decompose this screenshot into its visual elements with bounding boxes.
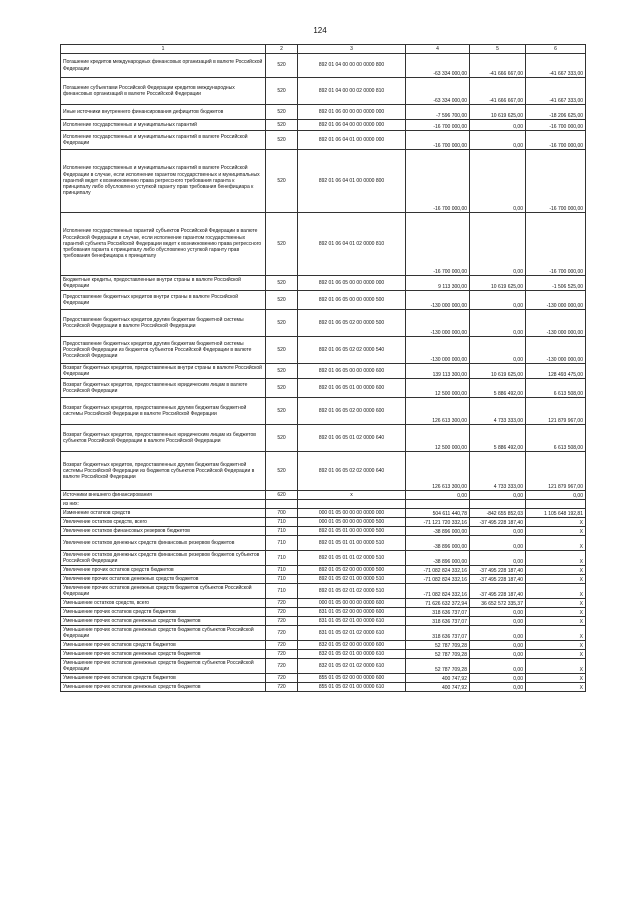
row-amount-executed: 0,00 [470, 131, 526, 150]
row-code: 520 [266, 213, 298, 276]
row-amount-approved: 318 636 737,07 [406, 626, 470, 641]
row-code: 710 [266, 527, 298, 536]
budget-sources-table [60, 44, 586, 692]
row-kbk: 831 01 05 02 01 02 0000 610 [298, 626, 406, 641]
column-header: 5 [470, 45, 526, 54]
row-name: Увеличение остатков денежных средств финансовых резервов бюджетов [61, 536, 266, 551]
row-code: 520 [266, 120, 298, 131]
table-row [61, 291, 586, 310]
row-name: Увеличение прочих остатков денежных средств бюджетов [61, 575, 266, 584]
table-row [61, 626, 586, 641]
row-amount-remaining: -16 700 000,00 [526, 131, 586, 150]
table-row [61, 536, 586, 551]
row-name: Уменьшение прочих остатков средств бюджетов [61, 608, 266, 617]
row-amount-remaining: X [526, 599, 586, 608]
row-amount-executed: 36 652 572 335,37 [470, 599, 526, 608]
row-amount-executed: 0,00 [470, 527, 526, 536]
row-amount-executed: 10 619 625,00 [470, 364, 526, 379]
row-amount-approved: -71 082 824 332,16 [406, 566, 470, 575]
row-kbk: 855 01 05 02 01 00 0000 610 [298, 683, 406, 692]
row-amount-executed: 0,00 [470, 683, 526, 692]
row-code: 520 [266, 105, 298, 120]
row-code: 620 [266, 491, 298, 500]
row-kbk: 892 01 06 04 00 00 0000 000 [298, 120, 406, 131]
row-code: 520 [266, 78, 298, 105]
row-amount-approved: 12 500 000,00 [406, 379, 470, 398]
table-row [61, 276, 586, 291]
row-amount-remaining: -18 206 625,00 [526, 105, 586, 120]
row-code: 720 [266, 599, 298, 608]
row-kbk: 892 01 04 00 00 00 0000 800 [298, 54, 406, 78]
column-header: 3 [298, 45, 406, 54]
row-amount-remaining: -130 000 000,00 [526, 291, 586, 310]
row-code: 710 [266, 518, 298, 527]
row-amount-remaining: -16 700 000,00 [526, 120, 586, 131]
row-amount-approved: 504 611 440,78 [406, 509, 470, 518]
table-row [61, 599, 586, 608]
row-amount-executed: 4 733 333,00 [470, 452, 526, 491]
row-code: 710 [266, 536, 298, 551]
row-name: Иные источники внутреннего финансирования дефицитов бюджетов [61, 105, 266, 120]
column-header: 2 [266, 45, 298, 54]
row-amount-executed: 5 886 492,00 [470, 379, 526, 398]
row-kbk: 855 01 05 02 00 00 0000 600 [298, 674, 406, 683]
row-amount-approved: -130 000 000,00 [406, 310, 470, 337]
row-kbk: 892 01 06 00 00 00 0000 000 [298, 105, 406, 120]
row-amount-approved: 52 787 709,28 [406, 650, 470, 659]
row-kbk: 831 01 05 02 00 00 0000 600 [298, 608, 406, 617]
row-kbk: 892 01 05 01 00 00 0000 500 [298, 527, 406, 536]
row-amount-approved: -16 700 000,00 [406, 213, 470, 276]
row-amount-remaining: X [526, 641, 586, 650]
row-code: 720 [266, 626, 298, 641]
row-code: 710 [266, 584, 298, 599]
table-row [61, 659, 586, 674]
row-amount-approved: 0,00 [406, 491, 470, 500]
row-amount-remaining: 128 493 475,00 [526, 364, 586, 379]
table-row [61, 452, 586, 491]
row-kbk: 000 01 05 00 00 00 0000 500 [298, 518, 406, 527]
row-amount-approved: -16 700 000,00 [406, 120, 470, 131]
row-amount-executed: 0,00 [470, 608, 526, 617]
table-row [61, 608, 586, 617]
row-kbk: 892 01 06 05 02 00 0000 600 [298, 398, 406, 425]
row-name: Уменьшение прочих остатков денежных средств бюджетов [61, 683, 266, 692]
row-name: Уменьшение прочих остатков денежных средств бюджетов субъектов Российской Федерации [61, 626, 266, 641]
row-name: Бюджетные кредиты, предоставленные внутри страны в валюте Российской Федерации [61, 276, 266, 291]
row-amount-remaining: 0,00 [526, 491, 586, 500]
table-row [61, 213, 586, 276]
row-amount-approved: 126 613 300,00 [406, 398, 470, 425]
row-amount-remaining: X [526, 608, 586, 617]
row-name: Изменение остатков средств [61, 509, 266, 518]
row-amount-executed: 0,00 [470, 491, 526, 500]
row-kbk: 892 01 05 01 01 00 0000 510 [298, 536, 406, 551]
table-row [61, 575, 586, 584]
row-amount-approved: 318 636 737,07 [406, 608, 470, 617]
table-row [61, 491, 586, 500]
table-row [61, 379, 586, 398]
row-kbk: 892 01 06 04 01 02 0000 810 [298, 213, 406, 276]
row-amount-remaining: X [526, 659, 586, 674]
row-amount-remaining: -41 667 333,00 [526, 78, 586, 105]
row-amount-approved: -71 082 824 332,16 [406, 575, 470, 584]
row-amount-remaining: -16 700 000,00 [526, 213, 586, 276]
row-amount-approved: 139 113 300,00 [406, 364, 470, 379]
row-amount-remaining: -1 506 525,00 [526, 276, 586, 291]
row-amount-remaining: -130 000 000,00 [526, 310, 586, 337]
row-name: Увеличение остатков финансовых резервов бюджетов [61, 527, 266, 536]
table-row [61, 650, 586, 659]
row-amount-executed: 0,00 [470, 659, 526, 674]
row-amount-remaining: X [526, 617, 586, 626]
row-code: 720 [266, 674, 298, 683]
row-amount-executed: 10 619 625,00 [470, 105, 526, 120]
row-code: 720 [266, 608, 298, 617]
row-name: Уменьшение прочих остатков средств бюджетов [61, 674, 266, 683]
row-amount-remaining: -130 000 000,00 [526, 337, 586, 364]
row-amount-executed: -37 495 228 187,40 [470, 584, 526, 599]
row-code: 720 [266, 650, 298, 659]
row-code: 520 [266, 337, 298, 364]
table-body [61, 54, 586, 692]
row-kbk: 832 01 05 02 00 00 0000 600 [298, 641, 406, 650]
row-amount-executed: 5 886 492,00 [470, 425, 526, 452]
table-row [61, 105, 586, 120]
row-name: Погашение кредитов международных финансовых организаций в валюте Российской Федерации [61, 54, 266, 78]
row-amount-remaining: 6 613 508,00 [526, 379, 586, 398]
row-amount-approved: 71 626 632 372,94 [406, 599, 470, 608]
row-amount-approved: 400 747,92 [406, 674, 470, 683]
row-kbk [298, 500, 406, 509]
row-code: 720 [266, 683, 298, 692]
row-kbk: 892 01 05 02 01 02 0000 510 [298, 584, 406, 599]
row-amount-remaining: X [526, 674, 586, 683]
row-kbk: 892 01 06 05 00 00 0000 600 [298, 364, 406, 379]
row-amount-remaining: X [526, 650, 586, 659]
row-kbk: 832 01 05 02 01 02 0000 610 [298, 659, 406, 674]
row-code: 520 [266, 452, 298, 491]
row-code: 520 [266, 54, 298, 78]
row-amount-approved [406, 500, 470, 509]
row-amount-executed: 0,00 [470, 641, 526, 650]
table-row [61, 518, 586, 527]
row-name: Исполнение государственных гарантий субъектов Российской Федерации в валюте Российской Федерации в случае, если исполнение гарантом государственных гарантий субъекта Российской Федерации ведет к возникновению права регрессного требования гаранта к принципалу либо обусловлено уступкой гаранту прав требования бенефициара к принципалу [61, 213, 266, 276]
row-name: из них: [61, 500, 266, 509]
table-row [61, 584, 586, 599]
row-amount-executed: 0,00 [470, 120, 526, 131]
row-amount-executed: 4 733 333,00 [470, 398, 526, 425]
row-amount-approved: -38 896 000,00 [406, 527, 470, 536]
row-kbk: 892 01 06 05 01 02 0000 640 [298, 425, 406, 452]
row-amount-approved: -71 121 720 332,16 [406, 518, 470, 527]
row-amount-remaining: X [526, 683, 586, 692]
row-amount-approved: 126 613 300,00 [406, 452, 470, 491]
row-code: 710 [266, 566, 298, 575]
row-amount-approved: -38 896 000,00 [406, 536, 470, 551]
table-row [61, 78, 586, 105]
row-amount-executed: -41 666 667,00 [470, 54, 526, 78]
row-name: Уменьшение прочих остатков средств бюджетов [61, 641, 266, 650]
row-name: Увеличение прочих остатков средств бюджетов [61, 566, 266, 575]
column-header: 4 [406, 45, 470, 54]
table-row [61, 566, 586, 575]
row-amount-approved: 52 787 709,28 [406, 641, 470, 650]
table-row [61, 641, 586, 650]
row-name: Источники внешнего финансирования [61, 491, 266, 500]
row-amount-approved: 400 747,92 [406, 683, 470, 692]
row-amount-remaining: -41 667 333,00 [526, 54, 586, 78]
row-amount-remaining: X [526, 518, 586, 527]
row-amount-remaining: 1 105 648 192,81 [526, 509, 586, 518]
row-code: 520 [266, 398, 298, 425]
row-name: Уменьшение остатков средств, всего [61, 599, 266, 608]
row-code: 720 [266, 659, 298, 674]
row-amount-approved: -63 334 000,00 [406, 78, 470, 105]
row-name: Исполнение государственных и муниципальных гарантий в валюте Российской Федерации в случае, если исполнение гарантом государственных и муниципальных гарантий ведет к возникновению права регрессного требования гаранта к принципалу либо обусловлено уступкой гаранту прав требования бенефициара к принципалу [61, 150, 266, 213]
row-code: 520 [266, 364, 298, 379]
row-amount-approved: 12 500 000,00 [406, 425, 470, 452]
row-amount-executed: -41 666 667,00 [470, 78, 526, 105]
row-amount-executed: 0,00 [470, 551, 526, 566]
row-amount-remaining: 121 879 967,00 [526, 398, 586, 425]
row-name: Возврат бюджетных кредитов, предоставленных другим бюджетам бюджетной системы Российской Федерации из бюджетов субъектов Российской Федерации в валюте Российской Федерации [61, 452, 266, 491]
row-kbk: 892 01 06 04 01 00 0000 800 [298, 150, 406, 213]
page-number: 124 [313, 26, 327, 35]
table-row [61, 425, 586, 452]
table-row [61, 120, 586, 131]
row-kbk: 000 01 05 00 00 00 0000 600 [298, 599, 406, 608]
row-code: 710 [266, 575, 298, 584]
row-amount-approved: 9 113 300,00 [406, 276, 470, 291]
table-row [61, 310, 586, 337]
row-amount-executed: -842 655 852,03 [470, 509, 526, 518]
row-kbk: 892 01 06 05 02 02 0000 640 [298, 452, 406, 491]
row-amount-remaining: -16 700 000,00 [526, 150, 586, 213]
row-code: 720 [266, 641, 298, 650]
row-kbk: 892 01 06 05 02 02 0000 540 [298, 337, 406, 364]
row-code: 710 [266, 551, 298, 566]
row-amount-remaining: X [526, 566, 586, 575]
table-row [61, 551, 586, 566]
table-row [61, 337, 586, 364]
row-amount-approved: -130 000 000,00 [406, 291, 470, 310]
row-kbk: 892 01 06 05 00 00 0000 500 [298, 291, 406, 310]
row-kbk: 892 01 05 02 00 00 0000 500 [298, 566, 406, 575]
column-header: 6 [526, 45, 586, 54]
column-number-row [61, 45, 586, 54]
table-row [61, 500, 586, 509]
row-amount-remaining [526, 500, 586, 509]
row-code: 520 [266, 310, 298, 337]
table-row [61, 364, 586, 379]
row-amount-remaining: X [526, 527, 586, 536]
row-amount-approved: -7 596 700,00 [406, 105, 470, 120]
row-name: Уменьшение прочих остатков денежных средств бюджетов субъектов Российской Федерации [61, 659, 266, 674]
row-amount-executed [470, 500, 526, 509]
row-kbk: 892 01 06 05 02 00 0000 500 [298, 310, 406, 337]
table-row [61, 509, 586, 518]
row-name: Уменьшение прочих остатков денежных средств бюджетов [61, 650, 266, 659]
row-name: Предоставление бюджетных кредитов другим бюджетам бюджетной системы Российской Федерации из бюджетов субъектов Российской Федерации в валюте Российской Федерации [61, 337, 266, 364]
row-kbk: 892 01 04 00 00 02 0000 810 [298, 78, 406, 105]
row-name: Предоставление бюджетных кредитов другим бюджетам бюджетной системы Российской Федерации в валюте Российской Федерации [61, 310, 266, 337]
row-amount-executed: 0,00 [470, 650, 526, 659]
row-amount-executed: -37 495 228 187,40 [470, 575, 526, 584]
row-code: 520 [266, 276, 298, 291]
row-amount-remaining: X [526, 551, 586, 566]
row-name: Увеличение остатков средств, всего [61, 518, 266, 527]
table-row [61, 617, 586, 626]
row-kbk: 892 01 06 04 01 00 0000 000 [298, 131, 406, 150]
column-header: 1 [61, 45, 266, 54]
row-name: Возврат бюджетных кредитов, предоставленных другим бюджетам бюджетной системы Российской Федерации в валюте Российской Федерации [61, 398, 266, 425]
row-amount-approved: -16 700 000,00 [406, 131, 470, 150]
row-kbk: 892 01 05 02 01 00 0000 510 [298, 575, 406, 584]
row-code: 720 [266, 617, 298, 626]
row-amount-executed: 10 619 625,00 [470, 276, 526, 291]
row-code: 520 [266, 379, 298, 398]
row-amount-executed: 0,00 [470, 213, 526, 276]
table-row [61, 683, 586, 692]
row-kbk: 832 01 05 02 01 00 0000 610 [298, 650, 406, 659]
row-name: Возврат бюджетных кредитов, предоставленных внутри страны в валюте Российской Федерации [61, 364, 266, 379]
row-amount-approved: -71 082 824 332,16 [406, 584, 470, 599]
row-amount-approved: -16 700 000,00 [406, 150, 470, 213]
row-kbk: 831 01 05 02 01 00 0000 610 [298, 617, 406, 626]
row-amount-executed: 0,00 [470, 626, 526, 641]
row-name: Исполнение государственных и муниципальных гарантий в валюте Российской Федерации [61, 131, 266, 150]
row-amount-executed: -37 495 228 187,40 [470, 518, 526, 527]
row-amount-approved: -63 334 000,00 [406, 54, 470, 78]
row-code [266, 500, 298, 509]
row-code: 700 [266, 509, 298, 518]
row-name: Уменьшение прочих остатков денежных средств бюджетов [61, 617, 266, 626]
row-amount-executed: 0,00 [470, 150, 526, 213]
table-row [61, 54, 586, 78]
table-row [61, 674, 586, 683]
row-name: Возврат бюджетных кредитов, предоставленных юридическим лицам в валюте Российской Федерации [61, 379, 266, 398]
row-code: 520 [266, 291, 298, 310]
row-kbk: x [298, 491, 406, 500]
table-row [61, 131, 586, 150]
row-amount-remaining: X [526, 584, 586, 599]
row-amount-remaining: X [526, 536, 586, 551]
row-code: 520 [266, 131, 298, 150]
row-amount-remaining: 6 613 508,00 [526, 425, 586, 452]
row-name: Увеличение прочих остатков денежных средств бюджетов субъектов Российской Федерации [61, 584, 266, 599]
row-amount-executed: 0,00 [470, 536, 526, 551]
row-kbk: 892 01 05 01 01 02 0000 510 [298, 551, 406, 566]
row-amount-approved: -130 000 000,00 [406, 337, 470, 364]
row-amount-approved: 318 636 737,07 [406, 617, 470, 626]
row-kbk: 892 01 06 05 00 00 0000 000 [298, 276, 406, 291]
row-name: Увеличение остатков денежных средств финансовых резервов бюджетов субъектов Российской Федерации [61, 551, 266, 566]
row-amount-executed: 0,00 [470, 337, 526, 364]
row-amount-remaining: X [526, 626, 586, 641]
row-kbk: 000 01 05 00 00 00 0000 000 [298, 509, 406, 518]
table-row [61, 527, 586, 536]
row-amount-approved: 52 787 709,28 [406, 659, 470, 674]
row-name: Исполнение государственных и муниципальных гарантий [61, 120, 266, 131]
row-amount-executed: 0,00 [470, 617, 526, 626]
row-amount-executed: 0,00 [470, 291, 526, 310]
row-amount-executed: 0,00 [470, 310, 526, 337]
table-row [61, 398, 586, 425]
row-name: Предоставление бюджетных кредитов внутри страны в валюте Российской Федерации [61, 291, 266, 310]
row-kbk: 892 01 06 05 01 00 0000 600 [298, 379, 406, 398]
row-amount-remaining: X [526, 575, 586, 584]
table-row [61, 150, 586, 213]
row-code: 520 [266, 150, 298, 213]
row-amount-executed: -37 495 228 187,40 [470, 566, 526, 575]
row-amount-approved: -38 896 000,00 [406, 551, 470, 566]
row-name: Погашение субъектами Российской Федерации кредитов международных финансовых организаций в валюте Российской Федерации [61, 78, 266, 105]
row-amount-executed: 0,00 [470, 674, 526, 683]
row-name: Возврат бюджетных кредитов, предоставленных юридическим лицам из бюджетов субъектов Российской Федерации в валюте Российской Федерации [61, 425, 266, 452]
row-code: 520 [266, 425, 298, 452]
row-amount-remaining: 121 879 967,00 [526, 452, 586, 491]
